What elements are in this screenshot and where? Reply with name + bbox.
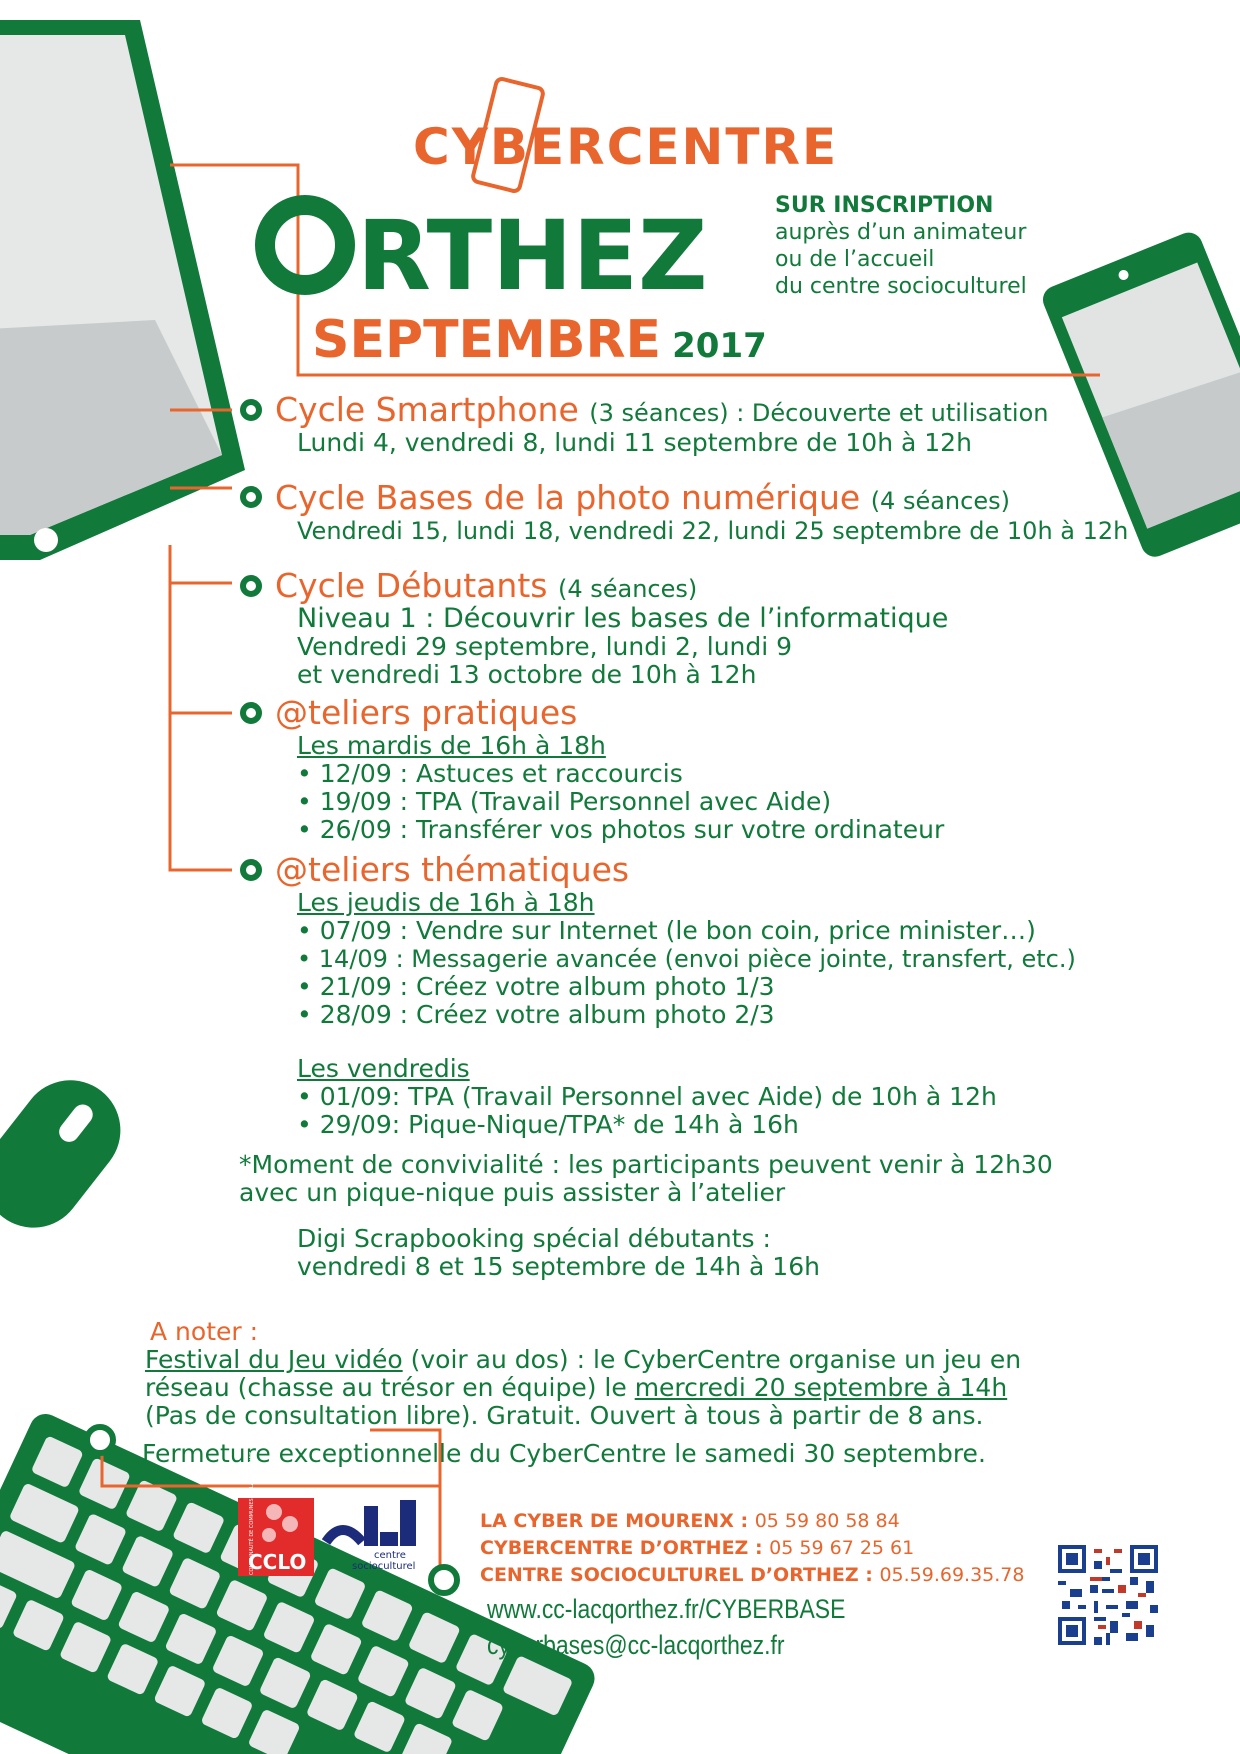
schedule-when: Les jeudis de 16h à 18h <box>297 888 595 917</box>
schedule-line: Niveau 1 : Découvrir les bases de l’informatique <box>297 603 949 634</box>
cclo-vertical-text: COMMUNAUTÉ DE COMMUNES DE LACQ-ORTHEZ <box>249 1451 255 1575</box>
schedule-when: Les mardis de 16h à 18h <box>297 731 606 760</box>
centre-text: centre <box>374 1550 406 1561</box>
list-item: • 29/09: Pique-Nique/TPA* de 14h à 16h <box>297 1110 799 1139</box>
digi-line: Digi Scrapbooking spécial débutants : <box>297 1224 771 1253</box>
cybercentre-title <box>413 118 838 176</box>
cclo-text: CCLO <box>248 1550 307 1574</box>
footnote: avec un pique-nique puis assister à l’atelier <box>239 1178 786 1207</box>
list-item: • 26/09 : Transférer vos photos sur votre ordinateur <box>297 815 945 844</box>
section-title: Cycle Débutants <box>275 566 548 605</box>
schedule-line: Vendredi 29 septembre, lundi 2, lundi 9 <box>297 632 793 661</box>
list-item: • 01/09: TPA (Travail Personnel avec Aide) de 10h à 12h <box>297 1082 997 1111</box>
o-ring-icon <box>255 195 355 295</box>
inscription-line: auprès d’un animateur <box>775 220 1027 245</box>
phone-b-icon: B <box>490 118 530 176</box>
section-title: @teliers thématiques <box>275 850 630 889</box>
notice-text: (voir au dos) : le CyberCentre organise un jeu en <box>402 1345 1022 1374</box>
notice-text: réseau (chasse au trésor en équipe) le <box>145 1373 635 1402</box>
notice-block <box>142 1317 1022 1468</box>
section-title: Cycle Bases de la photo numérique <box>275 478 861 517</box>
mouse-illustration <box>0 1060 141 1248</box>
list-item: • 12/09 : Astuces et raccourcis <box>297 759 683 788</box>
cclo-logo <box>238 1451 314 1576</box>
inscription-line: du centre socioculturel <box>775 274 1027 299</box>
section-subtitle: (4 séances) <box>557 575 698 603</box>
notice-text: (Pas de consultation libre). Gratuit. Ouvert à tous à partir de 8 ans. <box>145 1401 984 1430</box>
contact-mourenx: LA CYBER DE MOURENX : 05 59 80 58 84 <box>480 1510 900 1532</box>
centre-text: socioculturel <box>352 1561 416 1572</box>
section-pratiques <box>275 693 944 844</box>
closing-notice: Fermeture exceptionnelle du CyberCentre le samedi 30 septembre. <box>142 1439 986 1468</box>
digi-line: vendredi 8 et 15 septembre de 14h à 16h <box>297 1252 820 1281</box>
schedule-line: Vendredi 15, lundi 18, vendredi 22, lundi 25 septembre de 10h à 12h <box>297 517 1129 545</box>
section-smartphone <box>275 390 1049 457</box>
contact-orthez: CYBERCENTRE D’ORTHEZ : 05 59 67 25 61 <box>480 1537 915 1559</box>
email-link[interactable]: cyberbases@cc-lacqorthez.fr <box>487 1630 785 1660</box>
inscription-line: ou de l’accueil <box>775 247 935 272</box>
section-subtitle: (3 séances) : Découverte et utilisation <box>589 399 1049 427</box>
section-photo <box>275 478 1128 545</box>
section-thematiques <box>239 850 1076 1281</box>
month-title: SEPTEMBRE 2017 <box>312 310 767 370</box>
orthez-title: RTHEZ <box>255 195 708 306</box>
building-icon <box>322 1498 422 1558</box>
cclo-circles <box>266 1504 282 1520</box>
list-item: • 07/09 : Vendre sur Internet (le bon coin, price minister…) <box>297 916 1036 945</box>
qr-code[interactable] <box>1058 1545 1158 1645</box>
inscription-title: SUR INSCRIPTION <box>775 193 994 218</box>
tablet-illustration <box>0 20 245 560</box>
section-title: Cycle Smartphone <box>275 390 579 429</box>
list-item: • 28/09 : Créez votre album photo 2/3 <box>297 1000 775 1029</box>
festival-link: Festival du Jeu vidéo <box>145 1345 403 1374</box>
section-subtitle: (4 séances) <box>870 487 1010 515</box>
contacts <box>480 1508 1024 1589</box>
event-date: mercredi 20 septembre à 14h <box>634 1373 1008 1402</box>
inscription-box <box>775 192 1027 300</box>
schedule-line: Lundi 4, vendredi 8, lundi 11 septembre de 10h à 12h <box>297 428 972 457</box>
schedule-when: Les vendredis <box>297 1054 470 1083</box>
section-title: @teliers pratiques <box>275 693 578 732</box>
list-item: • 21/09 : Créez votre album photo 1/3 <box>297 972 775 1001</box>
footnote: *Moment de convivialité : les participants peuvent venir à 12h30 <box>239 1150 1053 1179</box>
title-part: CY <box>413 118 490 176</box>
title-part: ERCENTRE <box>530 118 839 176</box>
centre-logo <box>322 1498 422 1576</box>
website-link[interactable]: www.cc-lacqorthez.fr/CYBERBASE <box>487 1594 846 1624</box>
notice-heading: A noter : <box>150 1317 259 1346</box>
contact-centre: CENTRE SOCIOCULTUREL D’ORTHEZ : 05.59.69.35.78 <box>480 1564 1025 1586</box>
list-item: • 14/09 : Messagerie avancée (envoi pièce jointe, transfert, etc.) <box>297 945 1076 973</box>
schedule-line: et vendredi 13 octobre de 10h à 12h <box>297 660 757 689</box>
section-debutants <box>275 566 948 689</box>
list-item: • 19/09 : TPA (Travail Personnel avec Aide) <box>297 787 832 816</box>
